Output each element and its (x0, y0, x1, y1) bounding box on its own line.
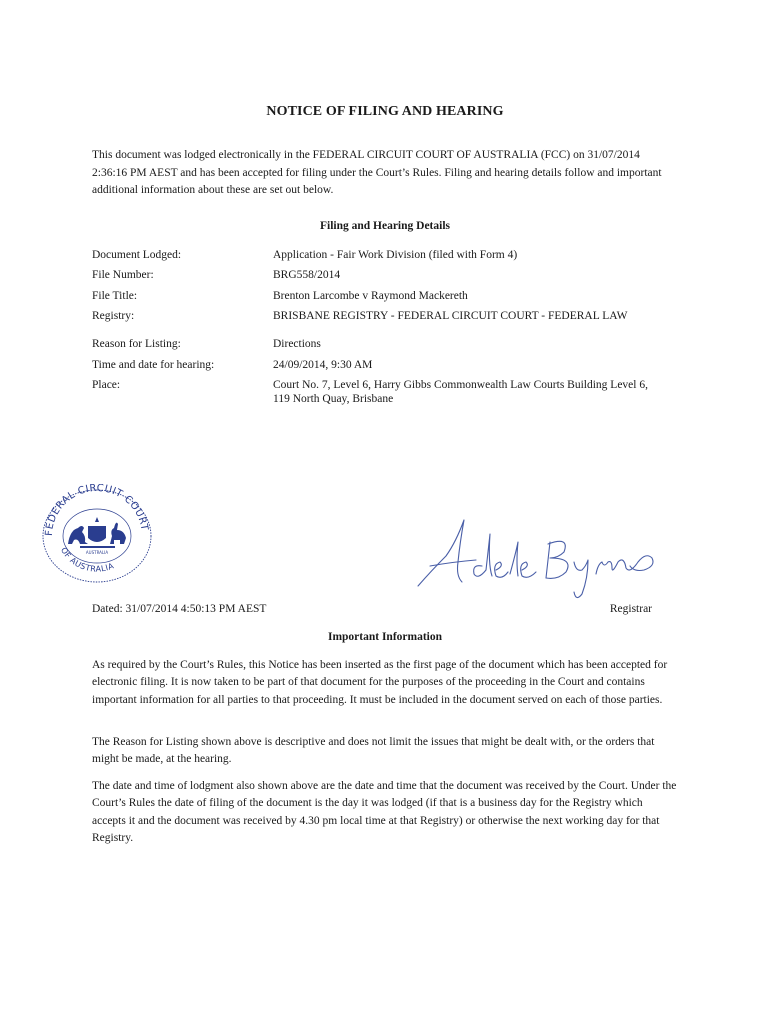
important-paragraph-3 (92, 778, 677, 848)
detail-value: Application - Fair Work Division (filed with Form 4) (273, 249, 518, 261)
detail-label: Document Lodged: (92, 249, 182, 261)
detail-label: Reason for Listing: (92, 338, 181, 350)
important-paragraph-1 (92, 657, 677, 709)
detail-label: Time and date for hearing: (92, 359, 215, 371)
dated-line: Dated: 31/07/2014 4:50:13 PM AEST (92, 603, 267, 615)
paragraph-text: As required by the Court’s Rules, this Notice has been inserted as the first page of the document which has been accepted for electronic filing. It is now taken to be part of that document for the purposes of the proceeding in the Court and contains important information for all parties to that proceeding. It must be included in the document served on each of those parties. (92, 659, 668, 706)
detail-value: 24/09/2014, 9:30 AM (273, 359, 373, 371)
intro-paragraph (92, 147, 662, 200)
detail-label: File Number: (92, 269, 154, 281)
detail-value: Directions (273, 338, 321, 350)
svg-text:OF AUSTRALIA: OF AUSTRALIA (58, 545, 116, 574)
detail-label: Place: (92, 379, 121, 391)
svg-text:FEDERAL CIRCUIT COURT: FEDERAL CIRCUIT COURT (43, 484, 150, 537)
court-seal-icon (40, 484, 155, 584)
handwritten-signature-icon (412, 512, 662, 604)
detail-value: Court No. 7, Level 6, Harry Gibbs Commonwealth Law Courts Building Level 6, 119 North Quay, Brisbane (273, 379, 648, 405)
detail-value: Brenton Larcombe v Raymond Mackereth (273, 290, 468, 302)
detail-value: BRG558/2014 (273, 269, 341, 281)
detail-label: File Title: (92, 290, 138, 302)
important-paragraph-2 (92, 734, 677, 769)
detail-value: BRISBANE REGISTRY - FEDERAL CIRCUIT COURT - FEDERAL LAW (273, 310, 628, 322)
paragraph-text: The date and time of lodgment also shown above are the date and time that the document was received by the Court. Under the Court’s Rules the date of filing of the document is the day it was lodged (if that is a business day for the Registry which accepts it and the document was received by 4.30 pm local time at that Registry) or otherwise the next working day for that Registry. (92, 780, 677, 845)
paragraph-text: The Reason for Listing shown above is descriptive and does not limit the issues that might be dealt with, or the orders that might be made, at the hearing. (92, 736, 655, 766)
svg-text:AUSTRALIA: AUSTRALIA (85, 550, 109, 555)
page-title: NOTICE OF FILING AND HEARING (266, 104, 504, 119)
important-information-heading: Important Information (327, 631, 443, 643)
filing-details-heading: Filing and Hearing Details (319, 220, 451, 232)
intro-text: This document was lodged electronically in the FEDERAL CIRCUIT COURT OF AUSTRALIA (FCC) on 31/07/2014 2:36:16 PM AEST and has been accepted for filing under the Court’s Rules. Filing and hearing details follow and important additional information about these are set out below. (92, 149, 662, 196)
detail-label: Registry: (92, 310, 135, 322)
registrar-label: Registrar (609, 603, 652, 615)
